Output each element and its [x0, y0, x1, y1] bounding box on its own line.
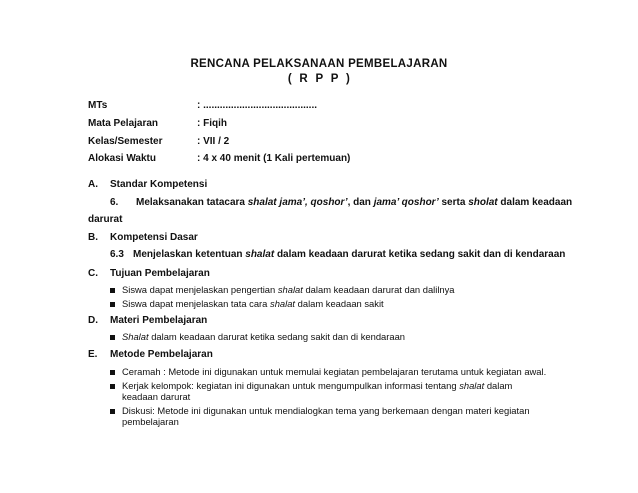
italic-term: shalat	[270, 298, 296, 309]
italic-term: sholat	[468, 197, 498, 208]
section-e-heading: Metode Pembelajaran	[110, 349, 213, 360]
text-segment: dalam keadaan darurat dan dalilnya	[302, 284, 455, 295]
section-b-text	[133, 249, 565, 260]
section-a-text	[136, 197, 572, 208]
square-bullet-icon	[110, 384, 115, 389]
square-bullet-icon	[110, 370, 115, 375]
document-title: RENCANA PELAKSANAAN PEMBELAJARAN	[190, 58, 448, 70]
section-a-text-line2: darurat	[88, 214, 123, 225]
section-b-number: 6.3	[110, 249, 124, 260]
text-segment: Kerjak kelompok: kegiatan ini digunakan untuk mengumpulkan informasi tentang	[122, 380, 460, 391]
section-a-number: 6.	[110, 197, 119, 208]
info-value: : 4 x 40 menit (1 Kali pertemuan)	[197, 153, 351, 164]
text-segment: dalam keadaan sakit	[295, 298, 384, 309]
section-d-heading: Materi Pembelajaran	[110, 315, 208, 326]
section-a-heading: Standar Kompetensi	[110, 179, 208, 190]
list-item-text: Ceramah : Metode ini digunakan untuk memulai kegiatan pembelajaran terutama untuk kegiatan awal.	[122, 366, 547, 377]
text-segment: Menjelaskan ketentuan	[133, 249, 246, 260]
text-segment: Siswa dapat menjelaskan pengertian	[122, 284, 278, 295]
square-bullet-icon	[110, 335, 115, 340]
section-d-letter: D.	[88, 315, 98, 326]
info-label: Mata Pelajaran	[88, 118, 159, 129]
text-segment: serta	[438, 197, 469, 208]
section-b-heading: Kompetensi Dasar	[110, 232, 198, 243]
square-bullet-icon	[110, 288, 115, 293]
list-item-text	[122, 284, 455, 295]
section-c-heading: Tujuan Pembelajaran	[110, 268, 210, 279]
text-segment: dalam keadaan darurat ketika sedang sakit dan di kendaraan	[274, 249, 566, 260]
list-item-text	[122, 380, 512, 391]
document-subtitle: ( R P P )	[287, 73, 351, 85]
italic-term: shalat	[245, 249, 275, 260]
text-segment: dalam	[484, 380, 513, 391]
section-e-letter: E.	[88, 349, 98, 360]
info-label: MTs	[88, 100, 108, 111]
list-item-text: Diskusi: Metode ini digunakan untuk mendialogkan tema yang berkemaan dengan materi kegiatan	[122, 405, 530, 416]
text-segment: dalam keadaan darurat ketika sedang sakit dan di kendaraan	[148, 331, 406, 342]
section-a-letter: A.	[88, 179, 98, 190]
italic-term: Shalat	[122, 331, 149, 342]
list-item-text	[122, 331, 405, 342]
info-value: : Fiqih	[197, 118, 227, 129]
info-value: : .........................................	[197, 100, 318, 111]
text-segment: Siswa dapat menjelaskan tata cara	[122, 298, 270, 309]
section-b-letter: B.	[88, 232, 98, 243]
list-item-text	[122, 298, 384, 309]
info-label: Alokasi Waktu	[88, 153, 156, 164]
section-c-letter: C.	[88, 268, 98, 279]
text-segment: dalam keadaan	[497, 197, 573, 208]
italic-term: shalat jama’, qoshor’	[247, 197, 348, 208]
list-item-text: pembelajaran	[122, 416, 179, 427]
text-segment: Melaksanakan tatacara	[136, 197, 248, 208]
info-label: Kelas/Semester	[88, 136, 163, 147]
square-bullet-icon	[110, 302, 115, 307]
text-segment: , dan	[347, 197, 374, 208]
italic-term: shalat	[277, 284, 303, 295]
list-item-text: keadaan darurat	[122, 391, 191, 402]
square-bullet-icon	[110, 409, 115, 414]
info-value: : VII / 2	[197, 136, 230, 147]
italic-term: jama’ qoshor’	[373, 197, 439, 208]
italic-term: shalat	[459, 380, 485, 391]
